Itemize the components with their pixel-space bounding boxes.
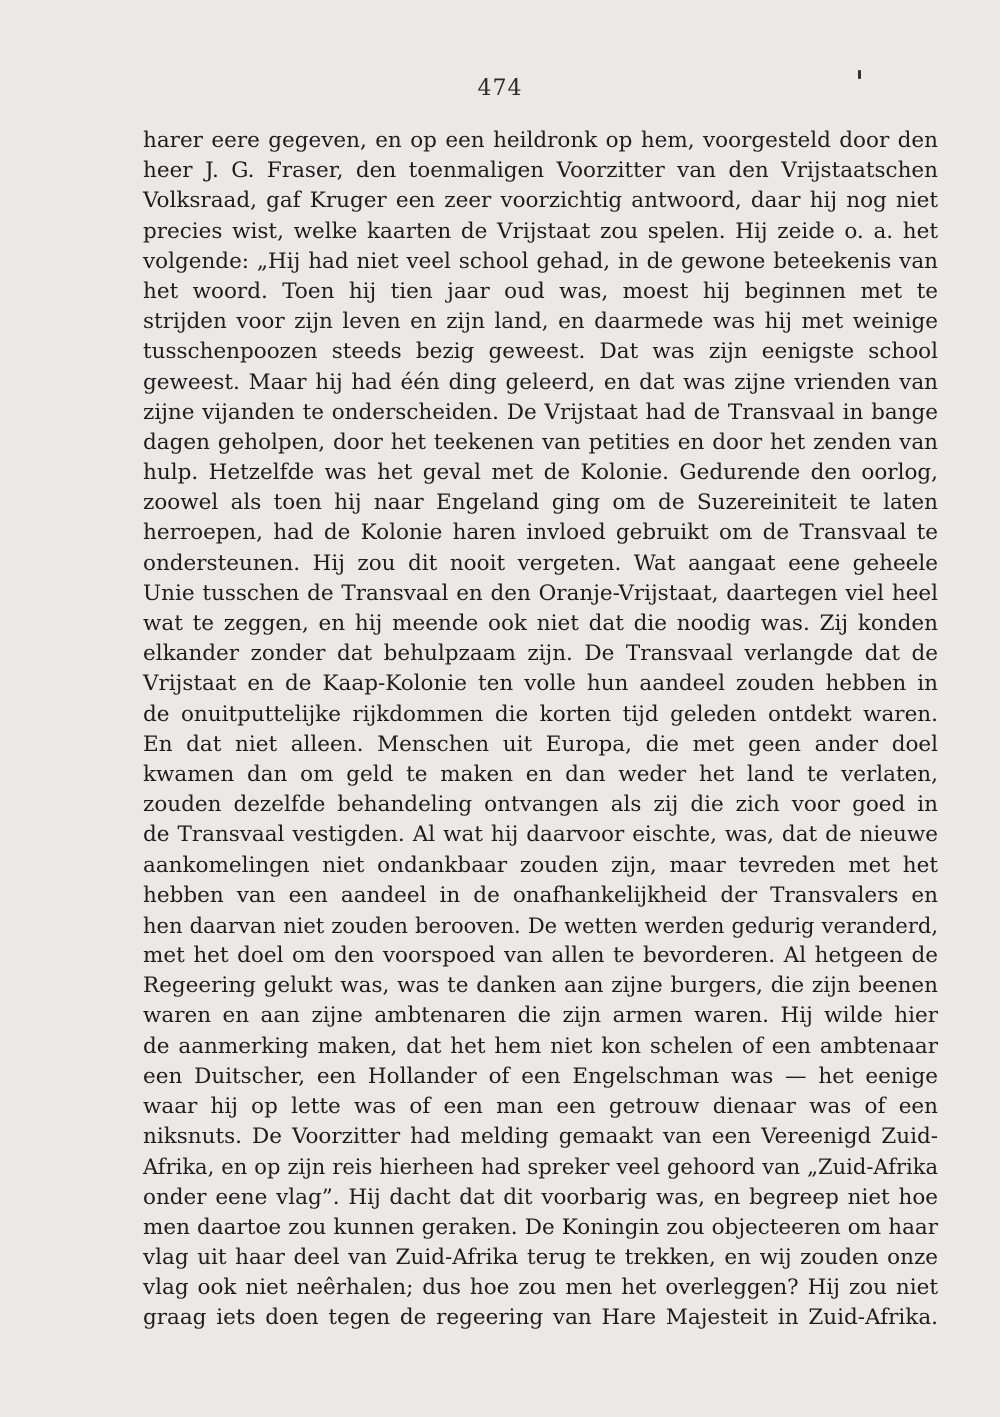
text-line: Regeering gelukt was, was te danken aan zijne burgers, die zijn beenen <box>143 973 938 999</box>
text-line: de Transvaal vestigden. Al wat hij daarvoor eischte, was, dat de nieuwe <box>143 822 938 848</box>
text-line: precies wist, welke kaarten de Vrijstaat zou spelen. Hij zeide o. a. het <box>143 218 938 244</box>
ink-speck <box>858 70 861 79</box>
text-line: hebben van een aandeel in de onafhankelijkheid der Transvalers en <box>143 882 938 908</box>
text-line: heer J. G. Fraser, den toenmaligen Voorzitter van den Vrijstaatschen <box>143 158 938 184</box>
text-line: Vrijstaat en de Kaap-Kolonie ten volle hun aandeel zouden hebben in <box>143 671 938 697</box>
text-line: wat te zeggen, en hij meende ook niet dat die noodig was. Zij konden <box>143 611 938 636</box>
text-line: graag iets doen tegen de regeering van Hare Majesteit in Zuid-Afrika. <box>143 1305 938 1331</box>
text-line: Afrika, en op zijn reis hierheen had spreker veel gehoord van „Zuid-Afrika <box>143 1155 938 1180</box>
text-line: herroepen, had de Kolonie haren invloed gebruikt om de Transvaal te <box>143 520 938 546</box>
text-line: de aanmerking maken, dat het hem niet kon schelen of een ambtenaar <box>143 1033 938 1059</box>
text-line: zouden dezelfde behandeling ontvangen als zij die zich voor goed in <box>143 792 938 818</box>
text-line: geweest. Maar hij had één ding geleerd, en dat was zijne vrienden van <box>143 369 938 395</box>
text-line: En dat niet alleen. Menschen uit Europa, die met geen ander doel <box>143 731 938 757</box>
text-line: strijden voor zijn leven en zijn land, en daarmede was hij met weinige <box>143 309 938 335</box>
text-line: vlag ook niet neêrhalen; dus hoe zou men het overleggen? Hij zou niet <box>143 1275 938 1301</box>
text-line: aankomelingen niet ondankbaar zouden zijn, maar tevreden met het <box>143 852 938 878</box>
text-line: Volksraad, gaf Kruger een zeer voorzichtig antwoord, daar hij nog niet <box>143 188 938 214</box>
text-line: tusschenpoozen steeds bezig geweest. Dat was zijn eenigste school <box>143 339 938 365</box>
text-line: waren en aan zijne ambtenaren die zijn armen waren. Hij wilde hier <box>143 1003 938 1029</box>
body-text <box>143 126 938 1334</box>
page-number: 474 <box>477 76 523 101</box>
text-line: zoowel als toen hij naar Engeland ging om de Suzereiniteit te laten <box>143 490 938 516</box>
text-line: men daartoe zou kunnen geraken. De Koningin zou objecteeren om haar <box>143 1214 938 1240</box>
text-line: hulp. Hetzelfde was het geval met de Kolonie. Gedurende den oorlog, <box>143 460 938 486</box>
text-line: waar hij op lette was of een man een getrouw dienaar was of een <box>143 1094 938 1119</box>
text-line: een Duitscher, een Hollander of een Engelschman was — het eenige <box>143 1063 938 1089</box>
text-line: onder eene vlag”. Hij dacht dat dit voorbarig was, en begreep niet hoe <box>143 1184 938 1210</box>
text-line: ondersteunen. Hij zou dit nooit vergeten. Wat aangaat eene geheele <box>143 550 938 576</box>
text-line: zijne vijanden te onderscheiden. De Vrijstaat had de Transvaal in bange <box>143 399 938 425</box>
text-line: dagen geholpen, door het teekenen van petities en door het zenden van <box>143 429 938 455</box>
text-line: het woord. Toen hij tien jaar oud was, moest hij beginnen met te <box>143 278 938 304</box>
text-line: volgende: „Hij had niet veel school gehad, in de gewone beteekenis van <box>143 248 938 274</box>
text-line: elkander zonder dat behulpzaam zijn. De Transvaal verlangde dat de <box>143 641 938 667</box>
text-line: hen daarvan niet zouden berooven. De wetten werden gedurig veranderd, <box>143 913 938 938</box>
text-line: niksnuts. De Voorzitter had melding gemaakt van een Vereenigd Zuid- <box>143 1124 938 1150</box>
text-line: met het doel om den voorspoed van allen te bevorderen. Al hetgeen de <box>143 943 938 969</box>
text-line: kwamen dan om geld te maken en dan weder het land te verlaten, <box>143 761 938 787</box>
text-line: harer eere gegeven, en op een heildronk op hem, voorgesteld door den <box>143 128 938 153</box>
text-line: Unie tusschen de Transvaal en den Oranje-Vrijstaat, daartegen viel heel <box>143 580 938 606</box>
text-line: vlag uit haar deel van Zuid-Afrika terug te trekken, en wij zouden onze <box>143 1244 938 1270</box>
text-line: de onuitputtelijke rijkdommen die korten tijd geleden ontdekt waren. <box>143 701 938 727</box>
